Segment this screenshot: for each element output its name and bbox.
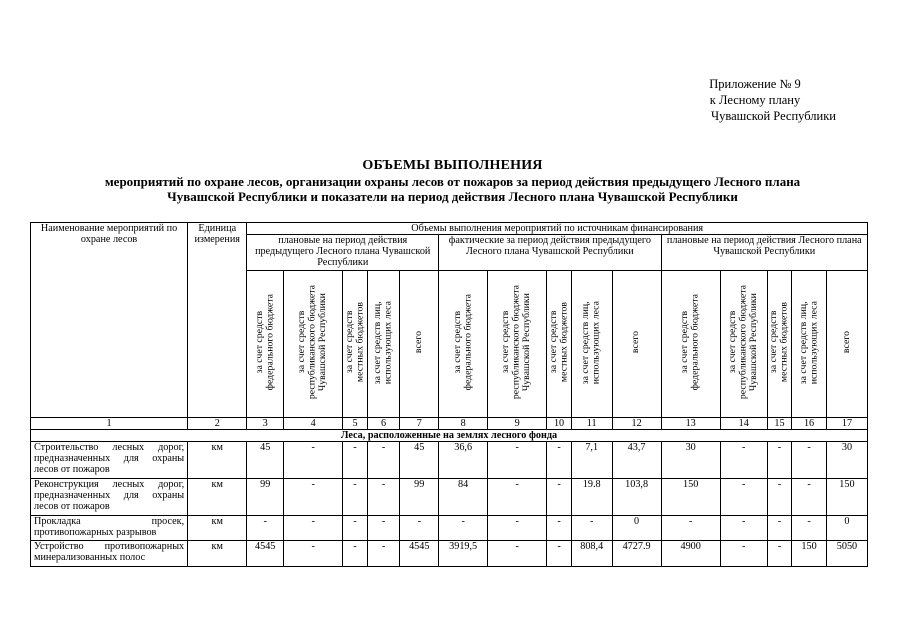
column-number: 14 [720, 418, 767, 430]
row-value: - [720, 541, 767, 567]
row-value: - [767, 479, 791, 516]
header-subcolumn [571, 271, 612, 418]
header-name: Наименование мероприятий по охране лесов [31, 223, 188, 418]
header-subcolumn-label: за счет средств лиц, использующих леса [797, 300, 820, 385]
header-subcolumn [720, 271, 767, 418]
header-subcolumn [792, 271, 827, 418]
row-value: - [439, 516, 488, 541]
header-subcolumn-label: за счет средств федерального бюджета [253, 294, 276, 391]
row-value: 808,4 [571, 541, 612, 567]
title-line-1: ОБЪЕМЫ ВЫПОЛНЕНИЯ [362, 158, 543, 173]
row-value: - [792, 479, 827, 516]
row-value: - [367, 516, 400, 541]
column-number: 7 [400, 418, 439, 430]
header-subcolumn-label: за счет средств федерального бюджета [679, 294, 701, 391]
header-group-actual-previous: фактические за период действия предыдущего Лесного плана Чувашской Республики [439, 235, 661, 271]
table-row [31, 479, 868, 516]
row-value: - [343, 479, 367, 516]
row-value: 45 [247, 442, 284, 479]
row-value: - [720, 442, 767, 479]
header-subcolumn [247, 271, 284, 418]
row-unit: км [188, 442, 247, 479]
row-value: - [247, 516, 284, 541]
row-value: - [343, 516, 367, 541]
row-value: - [720, 479, 767, 516]
row-value: - [547, 516, 571, 541]
table-row [31, 516, 868, 541]
row-value: 4727.9 [612, 541, 661, 567]
header-subcolumn-label: за счет средств местных бюджетов [547, 302, 570, 383]
header-subcolumn-label: за счет средств лиц, использующих леса [580, 300, 602, 385]
appendix-line-1: Приложение № 9 [709, 77, 801, 91]
header-subcolumn [284, 271, 343, 418]
row-name: Устройство противопожарных минерализованных полос [31, 541, 188, 567]
header-subcolumn [400, 271, 439, 418]
row-name: Прокладка просек, противопожарных разрывов [31, 516, 188, 541]
column-number: 9 [488, 418, 547, 430]
header-subcolumn [612, 271, 661, 418]
row-name: Реконструкция лесных дорог, предназначенных для охраны лесов от пожаров [31, 479, 188, 516]
row-value: - [720, 516, 767, 541]
column-number: 12 [612, 418, 661, 430]
row-value: 5050 [826, 541, 867, 567]
row-value: - [488, 541, 547, 567]
section-heading: Леса, расположенные на землях лесного фонда [31, 430, 868, 442]
column-number: 2 [188, 418, 247, 430]
header-subcolumn-label: за счет средств федерального бюджета [451, 294, 474, 391]
row-value: - [367, 541, 400, 567]
appendix-line-3: Чувашской Республики [710, 109, 836, 123]
table-row [31, 541, 868, 567]
row-value: - [284, 442, 343, 479]
header-group-planned-previous: плановые на период действия предыдущего Лесного плана Чувашской Республики [247, 235, 439, 271]
header-subcolumn [767, 271, 791, 418]
header-group-planned-current: плановые на период действия Лесного плана Чувашской Республики [661, 235, 867, 271]
header-subcolumn-label: за счет средств местных бюджетов [767, 302, 790, 383]
row-value: - [792, 442, 827, 479]
row-value: - [547, 479, 571, 516]
row-value: - [400, 516, 439, 541]
header-subcolumn-label: за счет средств республиканского бюджета Чувашской Республики [296, 285, 329, 400]
row-value: 0 [612, 516, 661, 541]
title-line-3: Чувашской Республики и показатели на период действия Лесного плана Чувашской Республики [167, 189, 738, 204]
header-volumes: Объемы выполнения мероприятий по источникам финансирования [247, 223, 868, 235]
row-value: 45 [400, 442, 439, 479]
row-value: - [284, 541, 343, 567]
row-value: 150 [661, 479, 720, 516]
row-value: - [488, 442, 547, 479]
row-value: - [547, 541, 571, 567]
row-value: - [367, 479, 400, 516]
column-number: 11 [571, 418, 612, 430]
row-value: 36,6 [439, 442, 488, 479]
column-number: 15 [767, 418, 791, 430]
row-value: 4545 [400, 541, 439, 567]
column-number: 8 [439, 418, 488, 430]
row-value: - [792, 516, 827, 541]
row-value: 84 [439, 479, 488, 516]
row-value: - [767, 541, 791, 567]
header-subcolumn [547, 271, 571, 418]
row-value: - [488, 479, 547, 516]
row-unit: км [188, 479, 247, 516]
row-value: 99 [400, 479, 439, 516]
header-subcolumn [488, 271, 547, 418]
column-number: 6 [367, 418, 400, 430]
header-subcolumn-label: за счет средств республиканского бюджета Чувашской Республики [500, 285, 533, 400]
header-unit: Единица измерения [188, 223, 247, 418]
column-number: 16 [792, 418, 827, 430]
header-subcolumn-label: за счет средств республиканского бюджета Чувашской Республики [726, 285, 759, 400]
column-number: 4 [284, 418, 343, 430]
row-value: 30 [661, 442, 720, 479]
row-name: Строительство лесных дорог, предназначенных для охраны лесов от пожаров [31, 442, 188, 479]
row-value: - [571, 516, 612, 541]
row-value: 103,8 [612, 479, 661, 516]
row-value: - [343, 442, 367, 479]
row-value: - [767, 516, 791, 541]
row-value: - [367, 442, 400, 479]
header-subcolumn-label: всего [840, 331, 852, 354]
row-value: - [284, 479, 343, 516]
row-value: - [661, 516, 720, 541]
row-value: 4545 [247, 541, 284, 567]
header-subcolumn [367, 271, 400, 418]
row-value: 7,1 [571, 442, 612, 479]
row-value: 3919,5 [439, 541, 488, 567]
header-subcolumn-label: всего [630, 331, 642, 354]
column-number: 17 [826, 418, 867, 430]
column-number: 5 [343, 418, 367, 430]
row-value: - [547, 442, 571, 479]
appendix-line-2: к Лесному плану [709, 93, 801, 107]
row-value: 99 [247, 479, 284, 516]
row-value: 0 [826, 516, 867, 541]
appendix-note [640, 76, 870, 124]
column-number: 10 [547, 418, 571, 430]
header-subcolumn [826, 271, 867, 418]
column-number: 1 [31, 418, 188, 430]
row-unit: км [188, 541, 247, 567]
header-subcolumn [661, 271, 720, 418]
row-value: 19.8 [571, 479, 612, 516]
header-subcolumn-label: всего [413, 331, 425, 354]
row-unit: км [188, 516, 247, 541]
document-title [0, 158, 905, 205]
row-value: - [488, 516, 547, 541]
row-value: 150 [792, 541, 827, 567]
title-line-2: мероприятий по охране лесов, организации охраны лесов от пожаров за период действия предыдущего Лесного плана [104, 173, 801, 189]
header-subcolumn-label: за счет средств местных бюджетов [343, 302, 365, 383]
row-value: 4900 [661, 541, 720, 567]
header-subcolumn [343, 271, 367, 418]
row-value: - [767, 442, 791, 479]
column-number: 13 [661, 418, 720, 430]
row-value: - [343, 541, 367, 567]
row-value: - [284, 516, 343, 541]
column-number: 3 [247, 418, 284, 430]
row-value: 30 [826, 442, 867, 479]
header-subcolumn [439, 271, 488, 418]
row-value: 43,7 [612, 442, 661, 479]
forest-protection-table [30, 222, 868, 567]
row-value: 150 [826, 479, 867, 516]
table-row [31, 442, 868, 479]
header-subcolumn-label: за счет средств лиц, использующих леса [372, 300, 394, 385]
